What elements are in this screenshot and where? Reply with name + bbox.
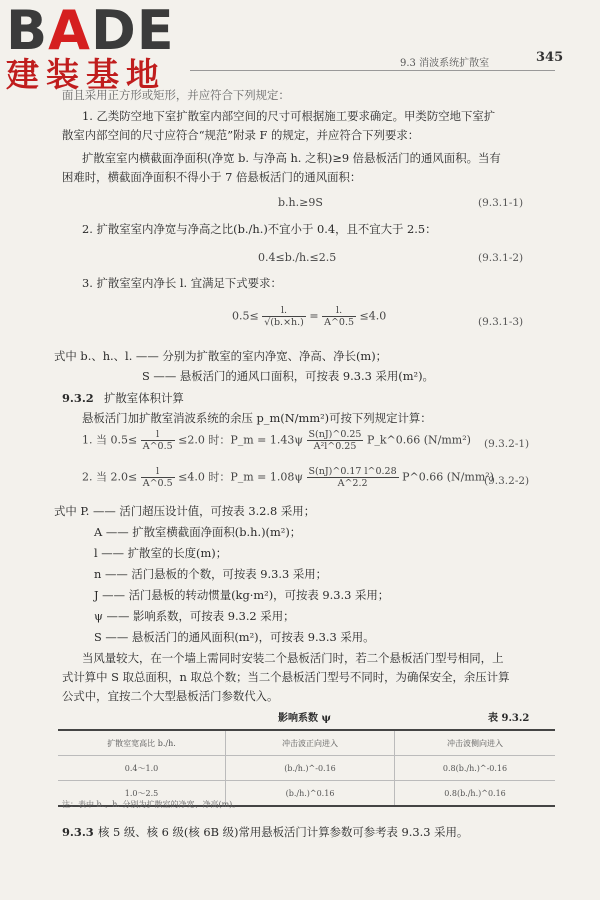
section-9-3-3-text: 核 5 级、核 6 级(核 6B 级)常用悬板活门计算参数可参考表 9.3.3 采用。: [98, 825, 469, 839]
table-number: 表 9.3.2: [488, 713, 530, 724]
table-header-row: [58, 730, 555, 756]
where-2-line-3: l —— 扩散室的长度(m)；: [94, 546, 228, 560]
equation-9-3-2-2: 2. 当 2.0≤ $\frac{l}{A\^{}0.5}$ ≤4.0 时：P_m = 1.08ψ $\frac{S(nJ)\^{}0.17 l\^{}0.28}{A\^{}2.2}$ P^0.66 (N/mm²): [82, 466, 494, 489]
table-header-cell: 冲击波侧向进入: [395, 730, 556, 756]
equation-9-3-1-2: 0.4≤b./h.≤2.5: [258, 251, 337, 264]
para-1-line-1: 1. 乙类防空地下室扩散室内部空间的尺寸可根据施工要求确定。甲类防空地下室扩: [82, 109, 496, 123]
psi-table: [58, 729, 555, 807]
table-cell: 0.8(b./h.)^0.16: [395, 781, 556, 807]
where-2-line-6: ψ —— 影响系数，可按表 9.3.2 采用；: [94, 609, 295, 623]
table-note: 注：表中 b.、h. 分别为扩散室的净宽、净高(m)。: [62, 800, 241, 809]
para-2-line-2: 困难时，横截面净面积不得小于 7 倍悬板活门的通风面积：: [62, 170, 362, 184]
para-6-line-3: 公式中，宜按二个大型悬板活门参数代入。: [62, 689, 279, 703]
section-9-3-3-number: 9.3.3: [62, 825, 94, 839]
table-header-cell: 扩散室宽高比 b./h.: [58, 730, 226, 756]
where-1-line-2: S —— 悬板活门的通风口面积，可按表 9.3.3 采用(m²)。: [142, 369, 434, 383]
para-5: 悬板活门加扩散室消波系统的余压 p_m(N/mm²)可按下列规定计算：: [82, 411, 432, 425]
table-cell: 0.8(b./h.)^-0.16: [395, 756, 556, 781]
where-2-line-7: S —— 悬板活门的通风面积(m²)，可按表 9.3.3 采用。: [94, 630, 375, 644]
table-cell: (b./h.)^-0.16: [226, 756, 395, 781]
where-2-line-2: A —— 扩散室横截面净面积(b.h.)(m²)；: [94, 525, 302, 539]
where-1-line-1: 式中 b.、h.、l. —— 分别为扩散室的室内净宽、净高、净长(m)；: [54, 349, 388, 363]
running-title: 9.3 消波系统扩散室: [400, 58, 490, 69]
para-1-line-2: 散室内部空间的尺寸应符合“规范”附录 F 的规定，并应符合下列要求：: [62, 128, 420, 142]
table-title: 影响系数 ψ: [278, 713, 331, 724]
equation-number-9-3-1-2: (9.3.1-2): [478, 252, 524, 264]
bade-logo-subtitle: 建装基地: [6, 55, 166, 94]
equation-9-3-1-1: b.h.≥9S: [278, 196, 323, 209]
table-row: [58, 756, 555, 781]
equation-number-9-3-2-2: (9.3.2-2): [484, 475, 530, 487]
para-4: 3. 扩散室室内净长 l. 宜满足下式要求：: [82, 276, 282, 290]
where-2-line-1: 式中 P. —— 活门超压设计值，可按表 3.2.8 采用；: [54, 504, 316, 518]
table-cell: 0.4～1.0: [58, 756, 226, 781]
where-2-line-5: J —— 活门悬板的转动惯量(kg·m²)，可按表 9.3.3 采用；: [94, 588, 390, 602]
page-number: 345: [536, 50, 564, 65]
header-rule: [190, 70, 555, 71]
table-cell: (b./h.)^0.16: [226, 781, 395, 807]
para-3: 2. 扩散室室内净宽与净高之比(b./h.)不宜小于 0.4，且不宜大于 2.5：: [82, 222, 437, 236]
para-6-line-2: 式计算中 S 取总面积，n 取总个数；当二个悬板活门型号不同时，为确保安全，余压计算: [62, 670, 510, 684]
para-2-line-1: 扩散室室内横截面净面积(净宽 b. 与净高 h. 之积)≥9 倍悬板活门的通风面积。当有: [82, 151, 501, 165]
where-2-line-4: n —— 活门悬板的个数，可按表 9.3.3 采用；: [94, 567, 328, 581]
equation-number-9-3-1-3: (9.3.1-3): [478, 316, 524, 328]
table-cell: 1.0～2.5: [58, 781, 226, 807]
table-header-cell: 冲击波正向进入: [226, 730, 395, 756]
cut-line: 面且采用正方形或矩形，并应符合下列规定：: [62, 88, 290, 102]
bade-logo: BADE: [6, 0, 175, 62]
equation-9-3-2-1: 1. 当 0.5≤ $\frac{l}{A\^{}0.5}$ ≤2.0 时：P_m = 1.43ψ $\frac{S(nJ)\^{}0.25}{\text{A²l\textasciicircum{}0.25}}$ P_k^0.66 (N/mm²): [82, 429, 471, 452]
equation-number-9-3-2-1: (9.3.2-1): [484, 438, 530, 450]
section-9-3-2-title: 扩散室体积计算: [104, 391, 184, 405]
equation-9-3-1-3: 0.5≤ $\frac{l.}{√(b.\times h.)}$ = $\frac{l.}{A\^{}0.5}$ ≤4.0: [232, 305, 387, 328]
equation-number-9-3-1-1: (9.3.1-1): [478, 197, 524, 209]
section-9-3-2-number: 9.3.2: [62, 391, 94, 405]
para-6-line-1: 当风量较大，在一个墙上需同时安装二个悬板活门时，若二个悬板活门型号相同，上: [82, 651, 504, 665]
